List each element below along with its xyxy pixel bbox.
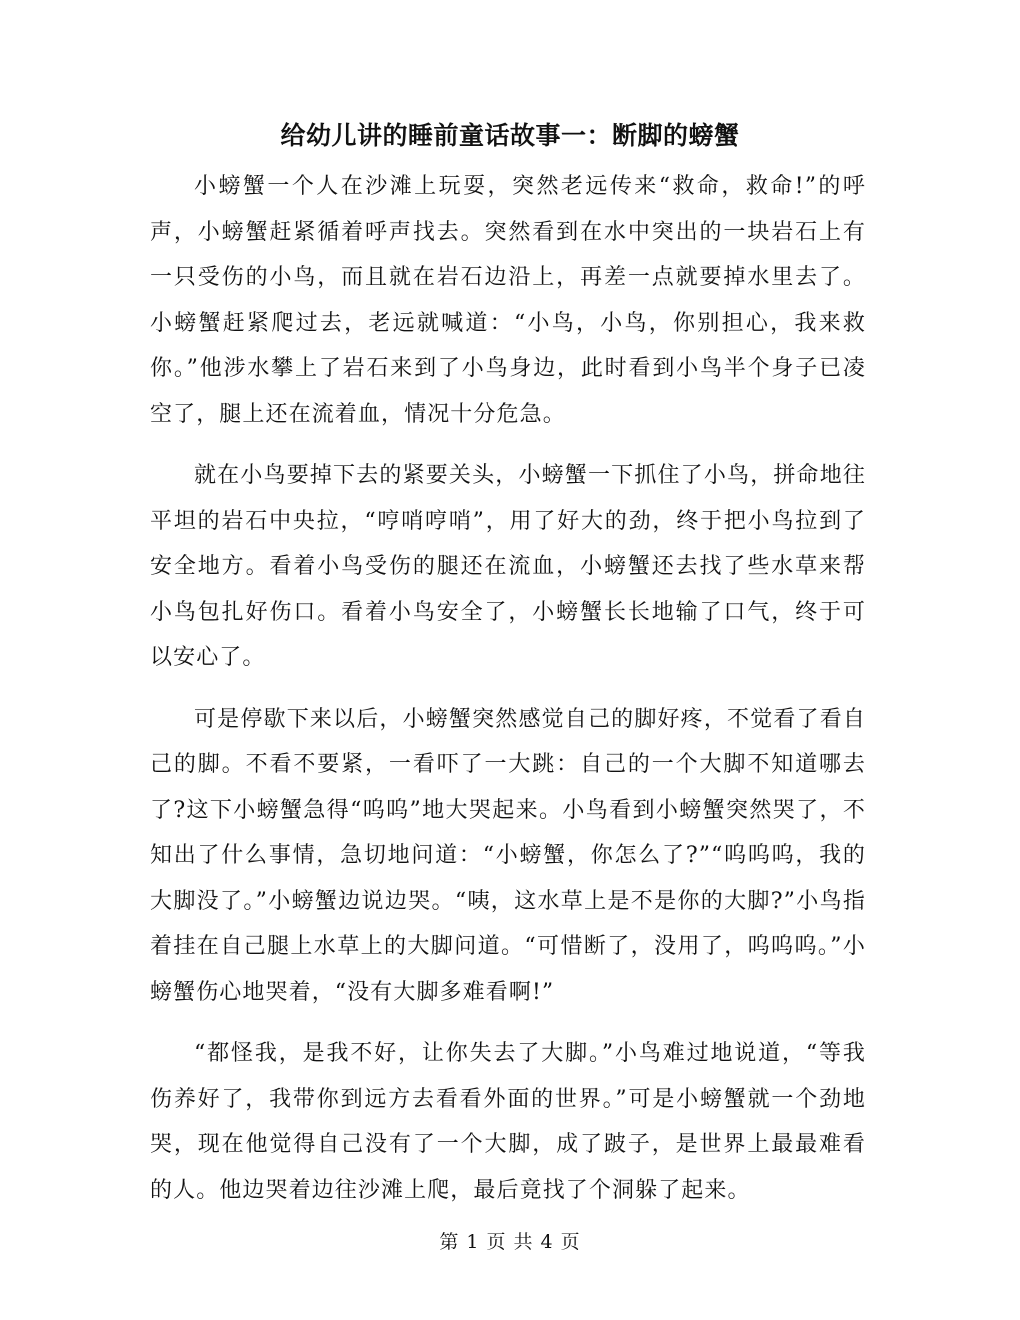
- story-paragraph: 可是停歇下来以后，小螃蟹突然感觉自己的脚好疼，不觉看了看自己的脚。不看不要紧，一看吓了一大跳：自己的一个大脚不知道哪去了?这下小螃蟹急得“呜呜”地大哭起来。小鸟看到小螃蟹突然哭了，不知出了什么事情，急切地问道：“小螃蟹，你怎么了?”“呜呜呜，我的大脚没了。”小螃蟹边说边哭。“咦，这水草上是不是你的大脚?”小鸟指着挂在自己腿上水草上的大脚问道。“可惜断了，没用了，呜呜呜。”小螃蟹伤心地哭着，“没有大脚多难看啊!”: [150, 706, 866, 1005]
- story-body: [150, 164, 866, 1229]
- page-number-footer: 第 1 页 共 4 页: [439, 1231, 581, 1253]
- story-paragraph: 小螃蟹一个人在沙滩上玩耍，突然老远传来“救命，救命!”的呼声，小螃蟹赶紧循着呼声找去。突然看到在水中突出的一块岩石上有一只受伤的小鸟，而且就在岩石边沿上，再差一点就要掉水里去了。小螃蟹赶紧爬过去，老远就喊道：“小鸟，小鸟，你别担心，我来救你。”他涉水攀上了岩石来到了小鸟身边，此时看到小鸟半个身子已凌空了，腿上还在流着血，情况十分危急。: [150, 174, 866, 427]
- story-paragraph: 就在小鸟要掉下去的紧要关头，小螃蟹一下抓住了小鸟，拼命地往平坦的岩石中央拉，“哼哨哼哨”，用了好大的劲，终于把小鸟拉到了安全地方。看着小鸟受伤的腿还在流血，小螃蟹还去找了些水草来帮小鸟包扎好伤口。看着小鸟安全了，小螃蟹长长地输了口气，终于可以安心了。: [150, 463, 866, 670]
- story-paragraph: “都怪我，是我不好，让你失去了大脚。”小鸟难过地说道，“等我伤养好了，我带你到远方去看看外面的世界。”可是小螃蟹就一个劲地哭，现在他觉得自己没有了一个大脚，成了跛子，是世界上最最难看的人。他边哭着边往沙滩上爬，最后竟找了个洞躲了起来。: [150, 1041, 866, 1203]
- document-title: 给幼儿讲的睡前童话故事一：断脚的螃蟹: [280, 121, 740, 150]
